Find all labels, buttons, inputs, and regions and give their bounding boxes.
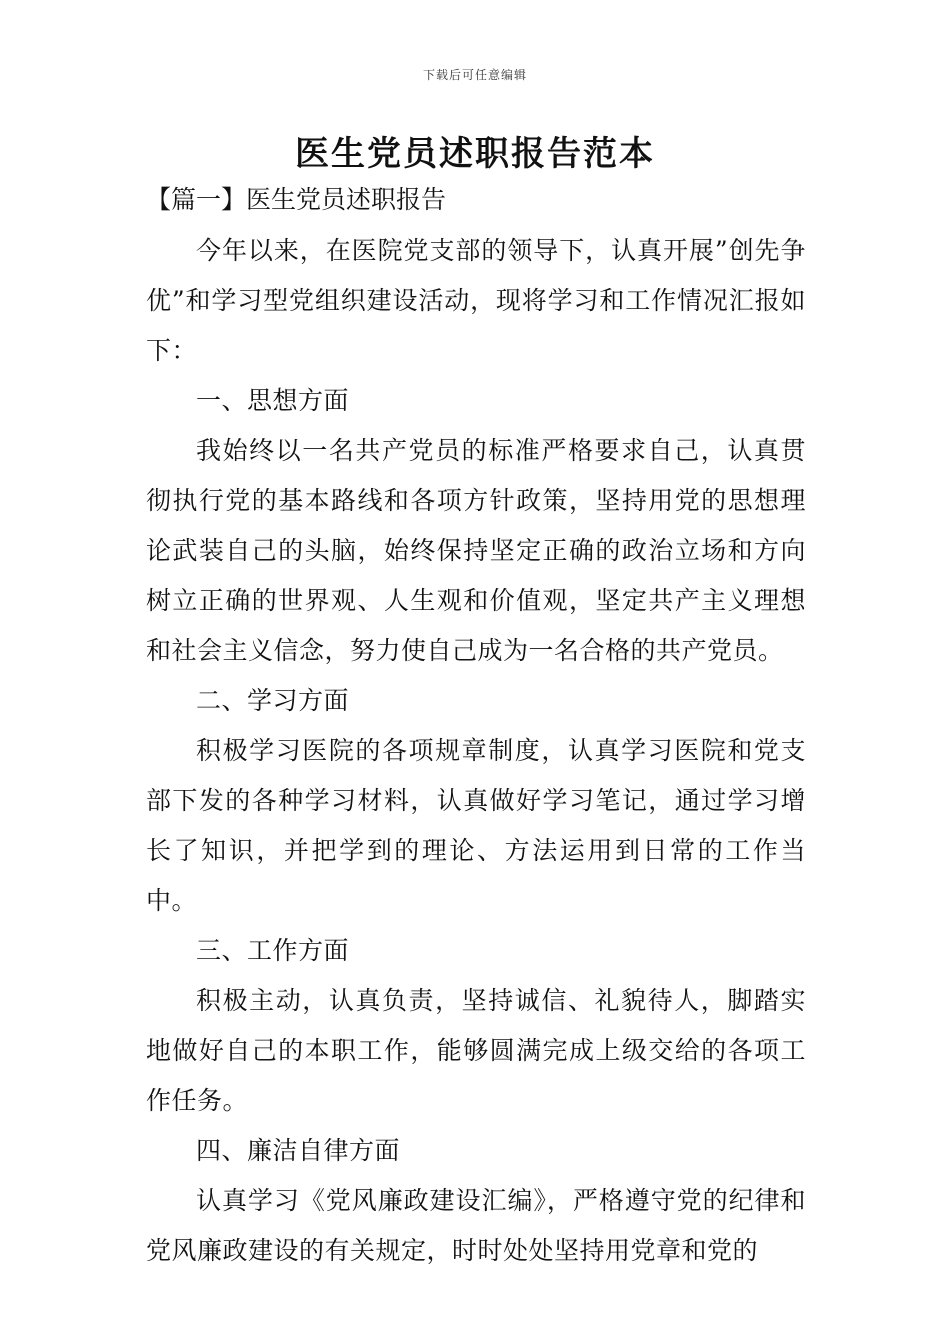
paragraph-work: 积极主动，认真负责，坚持诚信、礼貌待人，脚踏实地做好自己的本职工作，能够圆满完成上级交给的各项工作任务。: [146, 986, 806, 1115]
paragraph-study: 积极学习医院的各项规章制度，认真学习医院和党支部下发的各种学习材料，认真做好学习笔记，通过学习增长了知识，并把学到的理论、方法运用到日常的工作当中。: [146, 736, 806, 915]
paragraph-integrity: 认真学习《党风廉政建设汇编》，严格遵守党的纪律和党风廉政建设的有关规定，时时处处坚持用党章和党的: [146, 1186, 806, 1265]
section-label: 【篇一】医生党员述职报告: [146, 185, 447, 214]
header-note: 下载后可任意编辑: [422, 68, 527, 82]
heading-study: 二、学习方面: [196, 686, 350, 715]
document-title: 医生党员述职报告范本: [295, 134, 655, 174]
heading-thought: 一、思想方面: [196, 386, 350, 415]
intro-paragraph: 今年以来，在医院党支部的领导下，认真开展”创先争优”和学习型党组织建设活动，现将学习和工作情况汇报如下：: [146, 236, 806, 365]
heading-work: 三、工作方面: [196, 936, 350, 965]
heading-integrity: 四、廉洁自律方面: [196, 1136, 401, 1165]
paragraph-thought: 我始终以一名共产党员的标准严格要求自己，认真贯彻执行党的基本路线和各项方针政策，坚持用党的思想理论武装自己的头脑，始终保持坚定正确的政治立场和方向树立正确的世界观、人生观和价值观，坚定共产主义理想和社会主义信念，努力使自己成为一名合格的共产党员。: [146, 436, 806, 665]
document-body: [146, 226, 806, 1276]
